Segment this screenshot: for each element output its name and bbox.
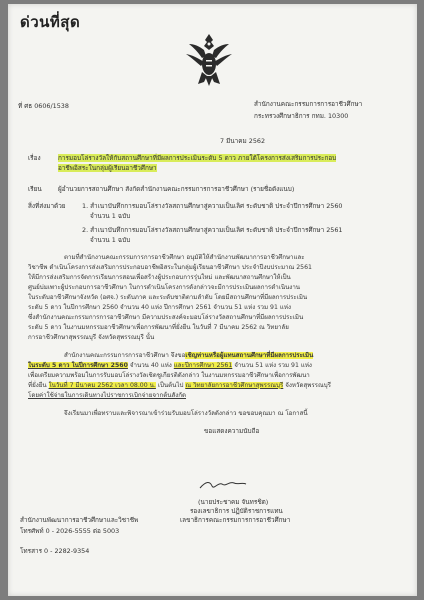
attachment-2-line-1: 2. สำเนาบันทึกการมอบโล่รางวัลสถานศึกษาสู่ความเป็นเลิศ ระดับชาติ ประจำปีการศึกษา 2561 [82,226,343,234]
paragraph-2-line-4: ที่ยั่งยืน ในวันที่ 7 มีนาคม 2562 เวลา 08.00 น. เป็นต้นไป ณ วิทยาลัยการอาชีวศึกษาสุพรรณบุรี จังหวัดสุพรรณบุรี [28,382,331,389]
attachment-2-line-2: จำนวน 1 ฉบับ [90,236,131,244]
attachment-1-line-1: 1. สำเนาบันทึกการมอบโล่รางวัลสถานศึกษาสู่ความเป็นเลิศ ระดับชาติ ประจำปีการศึกษา 2560 [82,202,343,210]
office-address: กระทรวงศึกษาธิการ กทม. 10300 [254,112,349,120]
paragraph-1-line: การอาชีวศึกษาสุพรรณบุรี จังหวัดสุพรรณบุรี นั้น [28,334,155,341]
footer-fax: โทรสาร 0 - 2282-9354 [20,547,90,555]
subject-line-1: การมอบโล่รางวัลให้กับสถานศึกษาที่มีผลการประเมินระดับ 5 ดาว ภายใต้โครงการส่งเสริมการประกอบ [58,154,337,162]
closing-line: จึงเรียนมาเพื่อทราบและพิจารณาเข้าร่วมรับมอบโล่รางวัลดังกล่าว ขอขอบคุณมา ณ โอกาสนี้ [64,410,308,417]
urgency-stamp: ด่วนที่สุด [20,13,81,31]
signatory-name: (นายประชาคม จันทรชิต) [198,498,269,506]
footer-phone: โทรศัพท์ 0 - 2026-5555 ต่อ 5003 [20,527,120,535]
paragraph-2-line-2: ในระดับ 5 ดาว ในปีการศึกษา 2560 จำนวน 40 แห่ง และปีการศึกษา 2561 จำนวน 51 แห่ง รวม 91 แห่ง [28,362,312,369]
footer-unit: สำนักงานพัฒนาการอาชีวศึกษาและวิชาชีพ [20,516,139,524]
closing-regards: ขอแสดงความนับถือ [204,427,260,435]
paragraph-2-line-3: เพื่อเตรียมความพร้อมในการรับมอบโล่รางวัลเชิดชูเกียรติดังกล่าว ในงานมหกรรมอาชีวศึกษาเพื่อการพัฒนา [28,372,310,379]
paragraph-1-line: ระดับ 5 ดาว ในปีการศึกษา 2560 จำนวน 40 แห่ง ปีการศึกษา 2561 จำนวน 51 แห่ง รวม 91 แห่ง [28,304,291,311]
paragraph-1-line: ซึ่งสำนักงานคณะกรรมการการอาชีวศึกษา มีความประสงค์จะมอบโล่รางวัลสถานศึกษาที่มีผลการประเมิน [28,314,304,321]
garuda-emblem-icon [184,32,234,88]
handwritten-signature [198,479,248,491]
paragraph-1-line: ตามที่สำนักงานคณะกรรมการการอาชีวศึกษา อนุมัติให้สำนักงานพัฒนาการอาชีวศึกษาและ [64,254,305,261]
paragraph-1-line: ระดับ 5 ดาว ในงานมหกรรมอาชีวศึกษาเพื่อการพัฒนาที่ยั่งยืน ในวันที่ 7 มีนาคม 2562 ณ วิทยาลัย [28,324,289,331]
paragraph-1-line: ให้มีการส่งเสริมการจัดการเรียนการสอนเพื่อสร้างผู้ประกอบการรุ่นใหม่ และพัฒนาสถานศึกษาให้เป็น [28,274,291,281]
paragraph-2-line-5: โดยค่าใช้จ่ายในการเดินทางไปราชการเบิกจ่ายจากต้นสังกัด [28,392,187,399]
signatory-position-2: เลขาธิการคณะกรรมการการอาชีวศึกษา [180,516,291,524]
signatory-position-1: รองเลขาธิการ ปฏิบัติราชการแทน [190,507,283,515]
attachment-1-line-2: จำนวน 1 ฉบับ [90,212,131,220]
salutation-label: เรียน [28,185,42,193]
document-date: 7 มีนาคม 2562 [220,137,266,145]
paragraph-1-line: ในระดับอาชีวศึกษาจังหวัด (อศจ.) ระดับภาค และระดับชาติตามลำดับ โดยมีสถานศึกษาที่มีผลการประเมิน [28,294,308,301]
subject-label: เรื่อง [28,154,41,162]
attachments-label: สิ่งที่ส่งมาด้วย [28,202,66,210]
salutation-text: ผู้อำนวยการสถานศึกษา สังกัดสำนักงานคณะกรรมการการอาชีวศึกษา (รายชื่อดังแนบ) [58,185,295,193]
subject-line-2: อาชีพอิสระในกลุ่มผู้เรียนอาชีวศึกษา [58,164,157,172]
document-page [8,4,417,596]
paragraph-2-line-1: สำนักงานคณะกรรมการการอาชีวศึกษา จึงขอเชิญท่านหรือผู้แทนสถานศึกษาที่มีผลการประเมิน [64,352,314,359]
issuing-office: สำนักงานคณะกรรมการการอาชีวศึกษา [254,100,363,108]
paragraph-1-line: วิชาชีพ ดำเนินโครงการส่งเสริมการประกอบอาชีพอิสระในกลุ่มผู้เรียนอาชีวศึกษา ประจำปีงบประมาณ 2561 [28,264,312,271]
document-number: ที่ ศธ 0606/1538 [18,102,69,110]
paragraph-1-line: ศูนย์บ่มเพาะผู้ประกอบการอาชีวศึกษา ในการดำเนินโครงการดังกล่าวจะมีการประเมินผลการดำเนินงาน [28,284,301,291]
